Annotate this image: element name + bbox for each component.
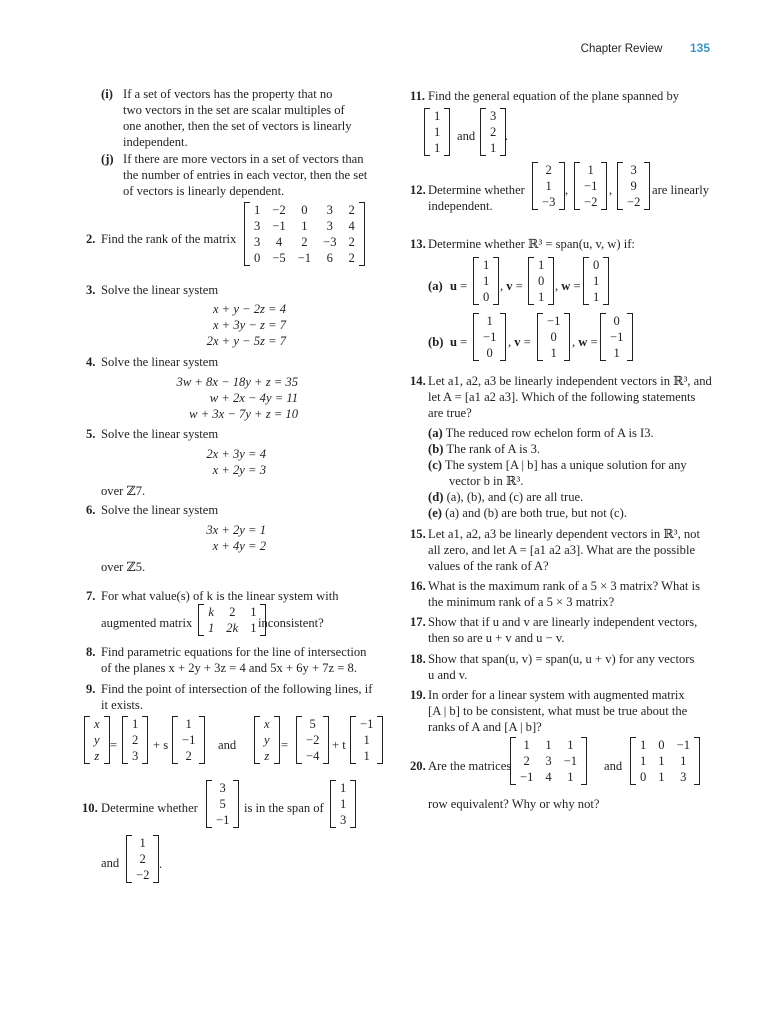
matrix-cell: 1 [185,717,192,731]
matrix-cell: 1 [363,749,370,763]
q8-text: Find parametric equations for the line of intersection of the planes x + 2y + 3z = 4 and 5x + 6y + 7z = 8. [101,645,367,675]
matrix-cell: 1 [567,770,574,784]
q9-vector-d [350,716,383,764]
q13b-u-label: u = [450,335,468,349]
q6-number: 6. [86,503,96,517]
q7-text: For what value(s) of k is the linear system with [101,589,339,603]
q6-over: over ℤ5. [101,560,146,574]
running-header [581,40,710,57]
matrix-cell: 1 [490,141,497,155]
matrix-cell: 0 [254,251,261,265]
matrix-cell: 1 [658,754,665,768]
matrix-cell: 0 [550,330,557,344]
q9-t-param: + t [332,738,346,752]
matrix-cell: −3 [542,195,556,209]
matrix-cell: 3 [326,219,333,233]
matrix-cell: 2 [229,605,236,619]
q13b-w-label: , w = [572,335,598,349]
matrix-cell: −5 [272,251,286,265]
q12-comma-2: , [609,183,613,197]
q2-matrix [244,202,365,266]
matrix-cell: 1 [593,274,600,288]
item-i-text: If a set of vectors has the property that no two vectors in the set are scalar multiples of one another, then the set of vectors is linearly independent. [123,87,352,149]
q15-number: 15. [410,527,426,541]
matrix-cell: −1 [272,219,286,233]
q20-matrix-2 [630,737,700,785]
matrix-cell: −2 [306,733,320,747]
matrix-cell: 1 [250,605,257,619]
matrix-cell: 3 [630,163,637,177]
matrix-cell: 3 [254,219,261,233]
q2-number: 2. [86,232,96,246]
matrix-cell: 0 [658,738,665,752]
matrix-cell: 5 [219,797,226,811]
matrix-cell: −1 [216,813,230,827]
matrix-cell: x [264,717,270,731]
q13b-label: (b) [428,335,444,349]
matrix-cell: 3 [219,781,226,795]
q7-matrix [198,604,266,636]
q10-period: . [159,857,163,871]
matrix-cell: 4 [348,219,355,233]
q11-period: . [505,129,509,143]
q4-text: Solve the linear system [101,355,219,369]
q8-number: 8. [86,645,96,659]
q14-option: vector b in ℝ³. [449,474,524,488]
q10-span-text: is in the span of [244,801,324,815]
q4-equations: 3w + 8x − 18y + z = 35 w + 2x − 4y = 11 w + 3x − 7y + z = 10 [176,375,298,421]
q13a-w-label: , w = [555,279,581,293]
q10-number: 10. [82,801,98,815]
matrix-cell: −2 [272,203,286,217]
q9-equals-1: = [110,738,118,752]
q20-number: 20. [410,759,426,773]
matrix-cell: 5 [309,717,316,731]
q12-comma-1: , [565,183,569,197]
matrix-cell: 3 [340,813,347,827]
q12-vector-1 [532,162,565,210]
matrix-cell: 1 [640,754,647,768]
q20-and: and [604,759,623,773]
q5-number: 5. [86,427,96,441]
matrix-cell: y [94,733,100,747]
matrix-cell: 3 [545,754,552,768]
matrix-cell: 1 [208,621,215,635]
q13-text: Determine whether ℝ³ = span(u, v, w) if: [428,237,635,251]
matrix-cell: 0 [301,203,308,217]
q3-number: 3. [86,283,96,297]
matrix-cell: 1 [254,203,261,217]
q11-text: Find the general equation of the plane spanned by [428,89,680,103]
matrix-cell: −1 [676,738,690,752]
matrix-cell: 2 [348,251,355,265]
matrix-cell: 1 [132,717,139,731]
matrix-cell: −1 [547,314,561,328]
q11-vector-1 [424,108,450,156]
matrix-cell: 1 [523,738,530,752]
q6-equations: 3x + 2y = 1 x + 4y = 2 [206,523,266,553]
matrix-cell: 1 [680,754,687,768]
matrix-cell: 1 [340,797,347,811]
matrix-cell: 1 [613,346,620,360]
q12-vector-2 [574,162,607,210]
matrix-cell: 2k [226,621,239,635]
matrix-cell: 1 [567,738,574,752]
matrix-cell: z [264,749,270,763]
q16-number: 16. [410,579,426,593]
q14-text: Let a1, a2, a3 be linearly independent vectors in ℝ³, and let A = [a1 a2 a3]. Which of the following statements are true? [428,374,712,420]
q11-number: 11. [410,89,426,103]
page-number: 135 [689,41,710,55]
q11-vector-2 [480,108,509,156]
matrix-cell: 2 [348,203,355,217]
q9-vector-xyz-2 [254,716,280,764]
q18-text: Show that span(u, v) = span(u, u + v) for any vectors u and v. [428,652,695,682]
q14-option: (e) (a) and (b) are both true, but not (c). [428,506,627,520]
chapter-title: Chapter Review [580,43,663,55]
q17-text: Show that if u and v are linearly independent vectors, then so are u + v and u − v. [428,615,698,645]
matrix-cell: 2 [132,733,139,747]
matrix-cell: 2 [301,235,308,249]
q19-text: In order for a linear system with augmented matrix [A | b] to be consistent, what must be true about the ranks of A and [A | b]? [428,688,688,734]
q5-text: Solve the linear system [101,427,219,441]
q13-number: 13. [410,237,426,251]
q13b-w-vector [600,313,633,361]
q9-vector-b [172,716,205,764]
matrix-cell: k [208,605,214,619]
matrix-cell: x [94,717,100,731]
q13a-u-vector [473,257,499,305]
matrix-cell: −1 [520,770,534,784]
q2-text: Find the rank of the matrix [101,232,237,246]
matrix-cell: 2 [523,754,530,768]
matrix-cell: −1 [297,251,312,265]
q20-end: row equivalent? Why or why not? [428,797,600,811]
matrix-cell: 1 [550,346,557,360]
matrix-cell: 1 [139,836,146,850]
q10-text: Determine whether [101,801,198,815]
q5-equations: 2x + 3y = 4 x + 2y = 3 [206,447,266,477]
q14-option: (b) The rank of A is 3. [428,442,541,456]
matrix-cell: 1 [434,141,441,155]
matrix-cell: 1 [545,179,552,193]
matrix-cell: 1 [538,290,545,304]
matrix-cell: 6 [326,251,333,265]
q10-span-vector-2 [126,835,159,883]
q10-vector [206,780,239,828]
q10-span-vector-1 [330,780,356,828]
q9-text: Find the point of intersection of the following lines, if it exists. [101,682,373,712]
q16-text: What is the maximum rank of a 5 × 3 matrix? What is the minimum rank of a 5 × 3 matrix? [428,579,700,609]
matrix-cell: 0 [613,314,620,328]
q12-end: are linearly [652,183,709,197]
q13b-v-label: , v = [508,335,531,349]
matrix-cell: −1 [584,179,598,193]
matrix-cell: 1 [483,274,490,288]
matrix-cell: 2 [490,125,497,139]
q9-number: 9. [86,682,96,696]
q13a-label: (a) [428,279,443,293]
matrix-cell: 0 [486,346,493,360]
matrix-cell: 1 [434,109,441,123]
q14-option: (a) The reduced row echelon form of A is I3. [428,426,654,440]
q14-number: 14. [410,374,426,388]
matrix-cell: −1 [610,330,624,344]
matrix-cell: 1 [658,770,665,784]
q19-number: 19. [410,688,426,702]
matrix-cell: 2 [348,235,355,249]
matrix-cell: z [94,749,100,763]
matrix-cell: 0 [640,770,647,784]
matrix-cell: 1 [640,738,647,752]
item-j-label: (j) [101,152,114,166]
matrix-cell: 3 [254,235,261,249]
q3-equations: x + y − 2z = 4 x + 3y − z = 7 2x + y − 5z = 7 [206,302,286,348]
matrix-cell: 1 [587,163,594,177]
matrix-cell: y [264,733,270,747]
q13a-v-label: , v = [500,279,523,293]
q7-augmented-label: augmented matrix [101,616,193,630]
q20-matrix-1 [510,737,587,785]
matrix-cell: 3 [326,203,333,217]
matrix-cell: −4 [306,749,320,763]
q7-end: inconsistent? [258,616,324,630]
matrix-cell: 1 [301,219,308,233]
matrix-cell: 1 [593,290,600,304]
matrix-cell: 4 [545,770,552,784]
matrix-cell: −1 [182,733,196,747]
q13a-u-label: u = [450,279,468,293]
q14-options [428,425,687,521]
q12-vector-3 [617,162,650,210]
q9-s-param: + s [153,738,169,752]
matrix-cell: 1 [340,781,347,795]
q13a-w-vector [583,257,609,305]
matrix-cell: −1 [483,330,497,344]
q9-equals-2: = [281,738,289,752]
matrix-cell: −1 [360,717,374,731]
matrix-cell: 2 [545,163,552,177]
q10-and: and [101,856,120,870]
q6-text: Solve the linear system [101,503,219,517]
matrix-cell: 4 [275,235,283,249]
q12-number: 12. [410,183,426,197]
matrix-cell: 2 [185,749,192,763]
matrix-cell: 1 [545,738,552,752]
matrix-cell: −3 [323,235,337,249]
q9-vector-xyz-1 [84,716,110,764]
matrix-cell: 2 [139,852,146,866]
q15-text: Let a1, a2, a3 be linearly dependent vectors in ℝ³, not all zero, and let A = [a1 a2 a3]. What are the possible values of the rank of A? [428,527,700,573]
q18-number: 18. [410,652,426,666]
matrix-cell: 0 [593,258,600,272]
matrix-cell: 3 [680,770,687,784]
q14-option: (c) The system [A | b] has a unique solution for any [428,458,687,472]
q12-text: Determine whether independent. [428,183,525,213]
matrix-cell: 1 [483,258,490,272]
q17-number: 17. [410,615,426,629]
q11-and: and [457,129,476,143]
q7-number: 7. [86,589,96,603]
item-i-label: (i) [101,87,113,101]
q20-text: Are the matrices [428,759,512,773]
matrix-cell: 1 [250,621,257,635]
matrix-cell: 0 [483,290,490,304]
q4-number: 4. [86,355,96,369]
q14-option: (d) (a), (b), and (c) are all true. [428,490,584,504]
matrix-cell: 9 [630,179,637,193]
matrix-cell: 3 [490,109,497,123]
q13b-v-vector [537,313,570,361]
q13a-v-vector [528,257,554,305]
q9-and: and [218,738,237,752]
matrix-cell: −2 [136,868,150,882]
matrix-cell: 1 [486,314,493,328]
matrix-cell: 0 [538,274,545,288]
q3-text: Solve the linear system [101,283,219,297]
matrix-cell: −2 [584,195,598,209]
matrix-cell: −1 [563,754,578,768]
q9-vector-c [296,716,329,764]
matrix-cell: 1 [363,733,370,747]
matrix-cell: 1 [538,258,545,272]
matrix-cell: −2 [627,195,641,209]
matrix-cell: 3 [132,749,139,763]
matrix-cell: 1 [434,125,441,139]
q9-vector-a [122,716,148,764]
item-j-text: If there are more vectors in a set of vectors than the number of entries in each vector, then the set of vectors is linearly dependent. [123,152,368,198]
q5-over: over ℤ7. [101,484,146,498]
q13b-u-vector [473,313,506,361]
